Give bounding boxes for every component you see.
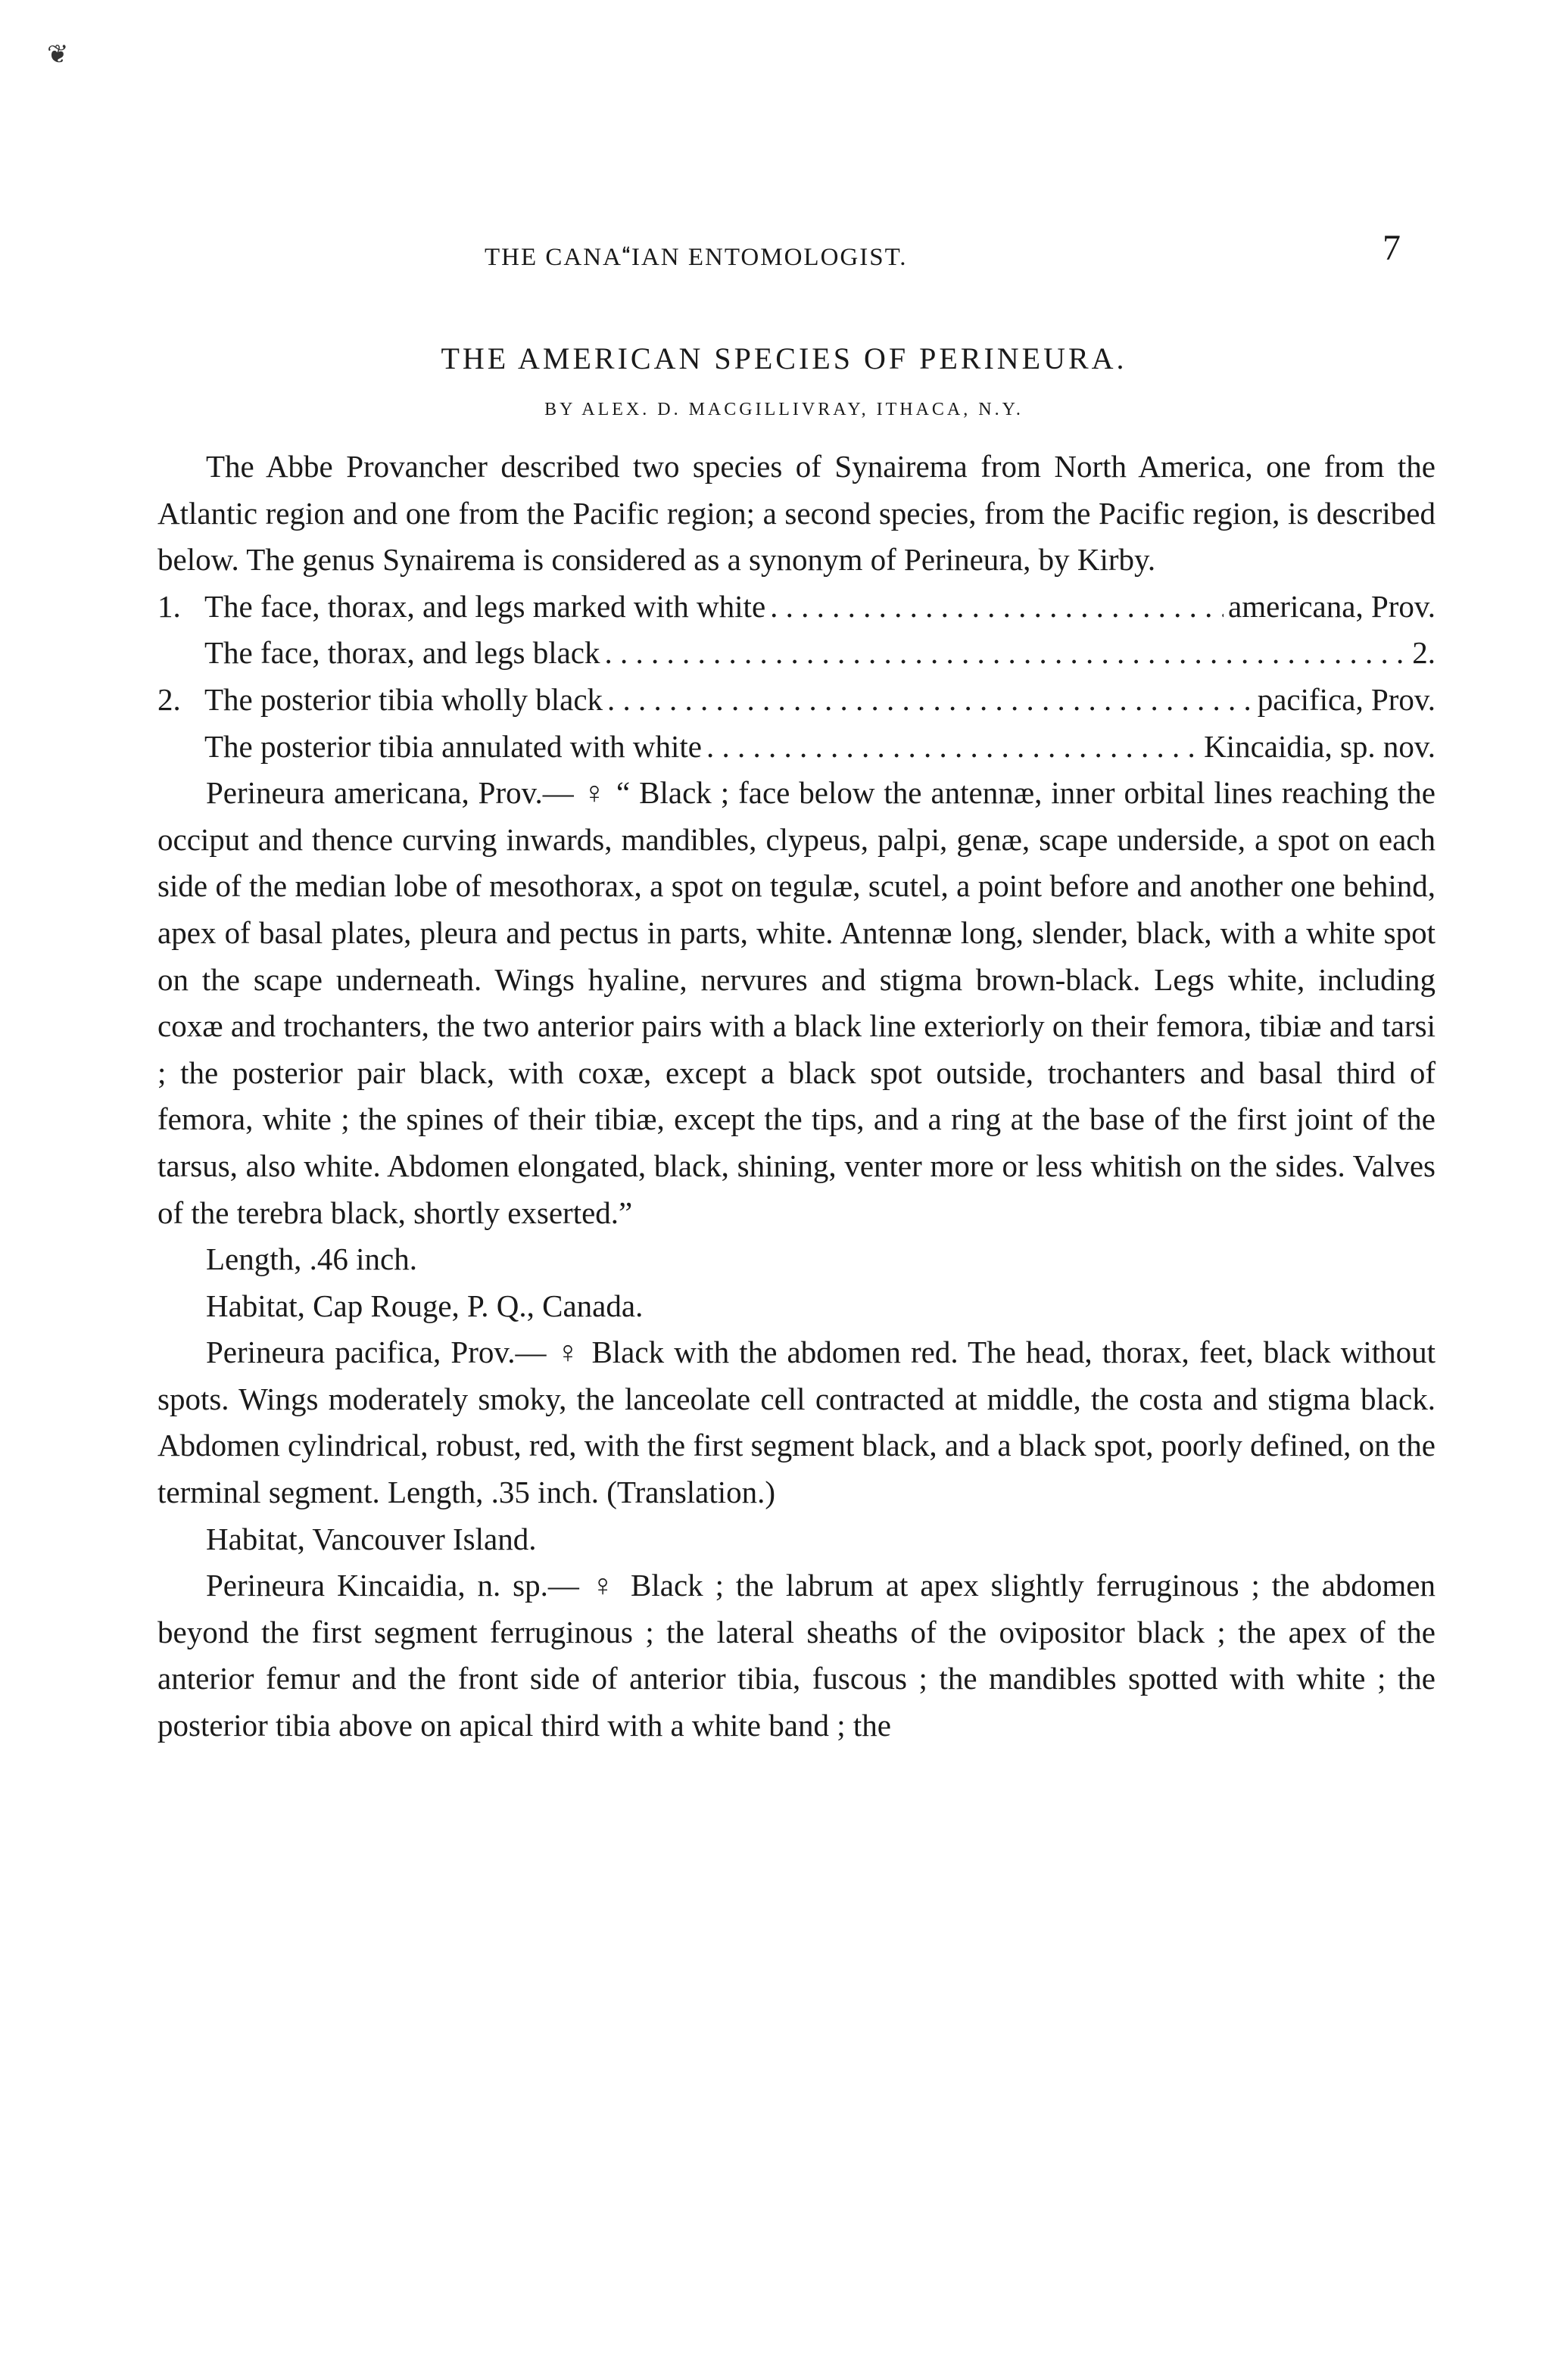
key-text: The face, thorax, and legs black [204,635,600,671]
americana-habitat: Habitat, Cap Rouge, P. Q., Canada. [206,1288,644,1323]
key-line-3 [157,677,1436,724]
dot-leader [605,630,1408,677]
dot-leader [607,677,1253,724]
intro-paragraph: The Abbe Provancher described two species of Synairema from North America, one from the Atlantic region and one from the Pacific region; a second species, from the Pacific region, is described below. The genus Synairema is considered as a synonym of Perineura, by Kirby. [157,449,1436,578]
pacifica-habitat: Habitat, Vancouver Island. [206,1521,537,1556]
dot-leader [706,724,1199,771]
key-result: pacifica, Prov. [1257,681,1436,717]
americana-length: Length, .46 inch. [206,1241,417,1277]
key-result: 2. [1412,635,1436,671]
key-result: americana, Prov. [1228,588,1436,624]
running-head: THE CANAIAN ENTOMOLOGIST. [485,244,908,271]
key-number: 2. [157,681,181,717]
kincaidia-description: Perineura Kincaidia, n. sp.— ♀ Black ; the labrum at apex slightly ferruginous ; the abdomen beyond the first segment ferruginous ; the lateral sheaths of the ovipositor black ; the apex of the anterior femur and the front side of anterior tibia, fuscous ; the mandibles spotted with white ; the posterior tibia above on apical third with a white band ; the [157,1568,1436,1743]
pacifica-description: Perineura pacifica, Prov.— ♀ Black with the abdomen red. The head, thorax, feet, black without spots. Wings moderately smoky, the lanceolate cell contracted at middle, the costa and stigma black. Abdomen cylindrical, robust, red, with the first segment black, and a black spot, poorly defined, on the terminal segment. Length, .35 inch. (Translation.) [157,1335,1436,1510]
key-text: The posterior tibia annulated with white [204,728,702,764]
margin-mark: ❦ [47,41,69,69]
americana-description: Perineura americana, Prov.— ♀ “ Black ; face below the antennæ, inner orbital lines reaching the occiput and thence curving inwards, mandibles, clypeus, palpi, genæ, scape underside, a spot on each side of the median lobe of mesothorax, a spot on tegulæ, scutel, a point before and another one behind, apex of basal plates, pleura and pectus in parts, white. Antennæ long, slender, black, with a white spot on the scape underneath. Wings hyaline, nervures and stigma brown-black. Legs white, including coxæ and trochanters, the two anterior pairs with a black line exteriorly on their femora, tibiæ and tarsi ; the posterior pair black, with coxæ, except a black spot outside, trochanters and basal third of femora, white ; the spines of their tibiæ, except the tips, and a ring at the base of the first joint of the tarsus, also white. Abdomen elongated, black, shining, venter more or less whitish on the sides. Valves of the terebra black, shortly exserted.” [157,775,1436,1230]
key-result: Kincaidia, sp. nov. [1204,728,1436,764]
key-text: The face, thorax, and legs marked with white [204,588,766,624]
key-number: 1. [157,588,181,624]
key-line-1 [157,584,1436,631]
article-title: THE AMERICAN SPECIES OF PERINEURA. [441,341,1127,375]
page-number: 7 [1383,228,1401,268]
dot-leader [770,584,1224,631]
article-body [157,444,1436,1749]
key-line-2 [157,630,1436,677]
species-key [157,584,1436,770]
key-line-4 [157,724,1436,771]
key-text: The posterior tibia wholly black [204,681,603,717]
byline: BY ALEX. D. MACGILLIVRAY, ITHACA, N.Y. [544,400,1024,419]
